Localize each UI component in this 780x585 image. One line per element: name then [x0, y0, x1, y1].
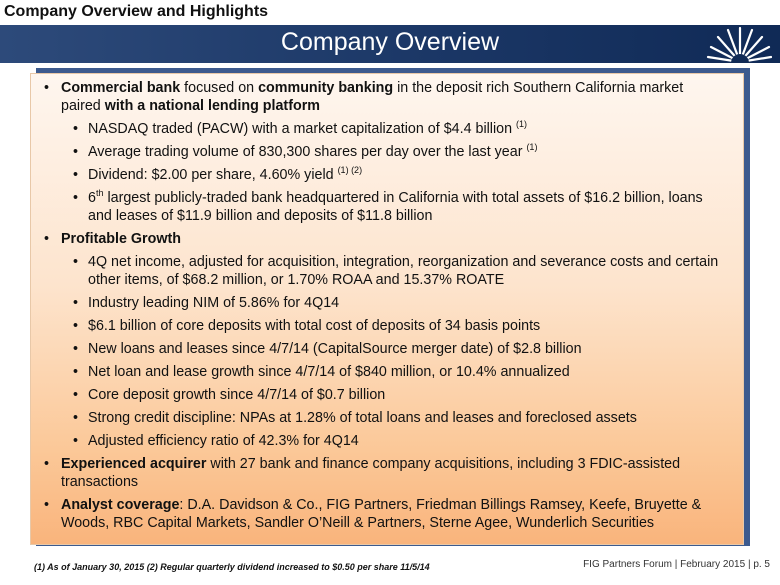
sub-bullet-efficiency: • Adjusted efficiency ratio of 42.3% for 4Q14 [31, 432, 743, 450]
sub-bullet-largest-bank: • 6th largest publicly-traded bank headquartered in California with total assets of $16.2 billion, loans and leases of $11.9 billion and deposits of $11.8 billion [31, 189, 743, 225]
sub-bullet-loan-growth: • Net loan and lease growth since 4/7/14 of $840 million, or 10.4% annualized [31, 363, 743, 381]
sub-bullet-nasdaq: • NASDAQ traded (PACW) with a market capitalization of $4.4 billion $^{(1)}$ [31, 120, 743, 138]
sub-bullet-new-loans: • New loans and leases since 4/7/14 (CapitalSource merger date) of $2.8 billion [31, 340, 743, 358]
overview-content [30, 73, 744, 545]
sub-bullet-dividend: • Dividend: $2.00 per share, 4.60% yield $^{(1) (2)}$ [31, 166, 743, 184]
bullet-commercial-bank: • Commercial bank focused on community banking in the deposit rich Southern California market paired with a national lending platform [31, 79, 743, 115]
sub-bullet-credit: • Strong credit discipline: NPAs at 1.28% of total loans and leases and foreclosed assets [31, 409, 743, 427]
sunburst-logo-icon [706, 20, 772, 63]
bullet-acquirer: • Experienced acquirer with 27 bank and finance company acquisitions, including 3 FDIC-assisted transactions [31, 455, 743, 491]
sub-bullet-nim: • Industry leading NIM of 5.86% for 4Q14 [31, 294, 743, 312]
title-bar [0, 25, 780, 63]
footer-page-info: FIG Partners Forum | February 2015 | p. 5 [583, 559, 770, 570]
sub-bullet-trading-volume: • Average trading volume of 830,300 shares per day over the last year $^{(1)}$ [31, 143, 743, 161]
section-title: Company Overview and Highlights [4, 3, 269, 20]
bullet-analyst-coverage: • Analyst coverage: D.A. Davidson & Co., FIG Partners, Friedman Billings Ramsey, Keefe, Bruyette & Woods, RBC Capital Markets, Sandler O’Neill & Partners, Sterne Agee, Wunderlich Securities [31, 496, 743, 532]
sub-bullet-deposit-growth: • Core deposit growth since 4/7/14 of $0.7 billion [31, 386, 743, 404]
bullet-list [31, 79, 743, 537]
sub-bullet-core-deposits: • $6.1 billion of core deposits with total cost of deposits of 34 basis points [31, 317, 743, 335]
bullet-profitable-growth: • Profitable Growth [31, 230, 743, 248]
footnote: (1) As of January 30, 2015 (2) Regular quarterly dividend increased to $0.50 per share 11/5/14 [34, 562, 430, 572]
page-title: Company Overview [280, 28, 500, 56]
sub-bullet-net-income: • 4Q net income, adjusted for acquisition, integration, reorganization and severance costs and certain other items, of $68.2 million, or 1.70% ROAA and 15.37% ROATE [31, 253, 743, 289]
